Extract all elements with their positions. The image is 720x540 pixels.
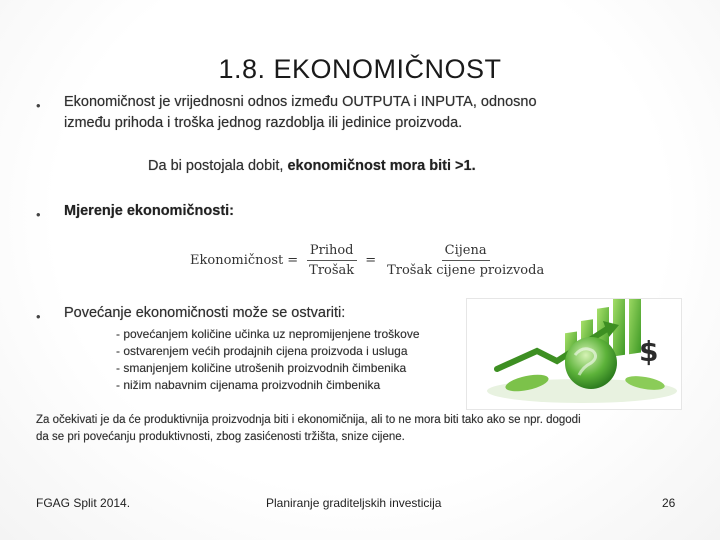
formula-fraction-2: [384, 243, 547, 278]
formula-lhs: Ekonomičnost: [190, 252, 284, 268]
fraction-2-denominator: Trošak cijene proizvoda: [387, 262, 545, 278]
page-number: 26: [662, 496, 676, 510]
fraction-1-numerator: Prihod: [307, 243, 357, 261]
intro-line-1: Ekonomičnost je vrijednosni odnos između OUTPUTA i INPUTA, odnosno: [64, 94, 537, 110]
formula-fraction-1: [306, 243, 357, 278]
list-item: - smanjenjem količine utrošenih proizvodnih čimbenika: [116, 361, 407, 375]
footnote-line-2: da se pri povećanju produktivnosti, zbog zasićenosti tržišta, snize cijene.: [36, 431, 405, 443]
bullet-marker: •: [36, 207, 41, 222]
footer-left: FGAG Split 2014.: [36, 496, 131, 510]
footnote-line-1: Za očekivati je da će produktivnija proizvodnja biti i ekonomičnija, ali to ne mora biti tako ako se npr. dogodi: [36, 414, 581, 426]
footer-center: Planiranje graditeljskih investicija: [266, 496, 442, 510]
profit-note: [148, 158, 476, 174]
dollar-sign: $: [639, 335, 659, 368]
formula-equals-1: =: [287, 252, 299, 268]
profit-note-bold: ekonomičnost mora biti >1.: [287, 158, 476, 174]
green-economy-icon: [467, 299, 681, 409]
slide-title: 1.8. EKONOMIČNOST: [218, 54, 502, 84]
footnote: [36, 412, 686, 446]
intro-line-2: između prihoda i troška jednog razdoblja ili jedinice proizvoda.: [64, 115, 463, 131]
methods-list: [116, 326, 420, 394]
economy-formula: [190, 240, 551, 280]
profit-note-prefix: Da bi postojala dobit,: [148, 158, 288, 174]
list-item: - povećanjem količine učinka uz nepromijenjene troškove: [116, 327, 420, 341]
bullet-marker: •: [36, 309, 41, 324]
fraction-2-numerator: Cijena: [442, 243, 490, 261]
list-item: - nižim nabavnim cijenama proizvodnih čimbenika: [116, 378, 381, 392]
bullet-marker: •: [36, 98, 41, 113]
measurement-heading: Mjerenje ekonomičnosti:: [64, 203, 235, 219]
fraction-1-denominator: Trošak: [309, 262, 355, 278]
increase-heading: Povećanje ekonomičnosti može se ostvariti:: [64, 305, 346, 321]
green-economy-picture: [466, 298, 682, 410]
formula-equals-2: =: [365, 252, 377, 268]
list-item: - ostvarenjem većih prodajnih cijena proizvoda i usluga: [116, 344, 408, 358]
intro-paragraph: [64, 92, 537, 134]
